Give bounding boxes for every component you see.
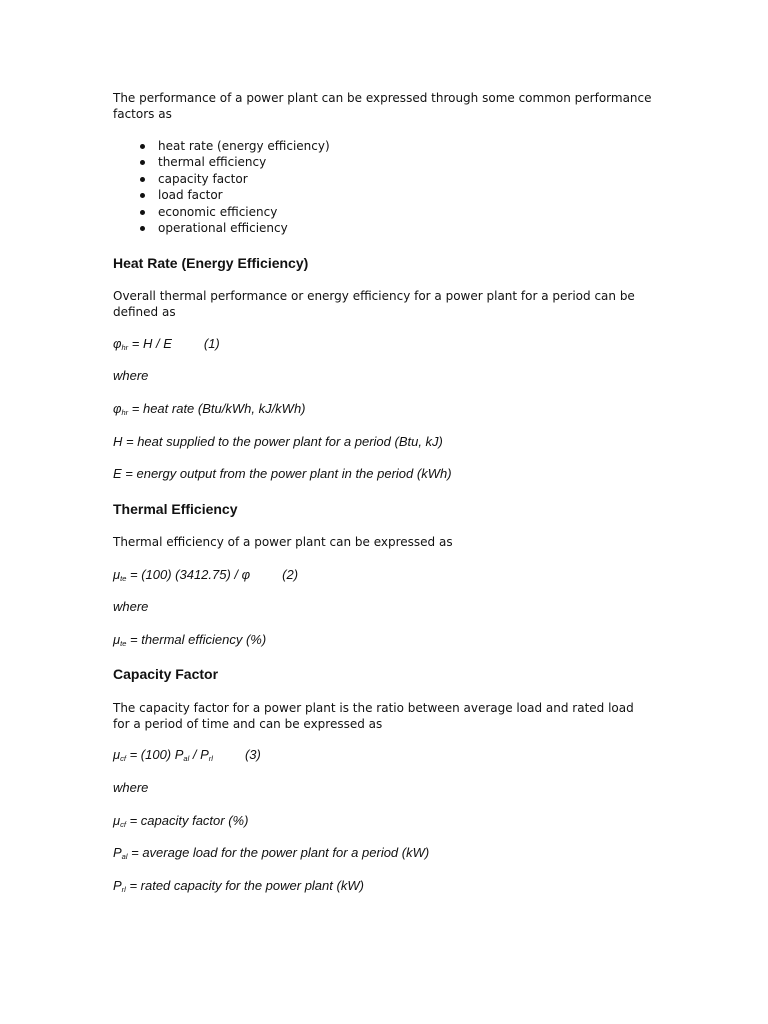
thermal-paragraph: Thermal efficiency of a power plant can be expressed as [113,535,453,549]
where-label: where [113,780,149,795]
definition-capacity-factor: $\mu_{cf}$ = capacity factor (%) [113,813,249,829]
equation-number: (1) [203,336,220,351]
list-item: economic efficiency [158,204,558,220]
heading-capacity-factor: Capacity Factor [113,666,219,682]
list-item: load factor [158,187,558,203]
heat-rate-paragraph: Overall thermal performance or energy efficiency for a power plant for a period can be defined as [113,289,635,319]
definition-rated-capacity: $P_{rl}$ = rated capacity for the power plant (kW) [113,878,364,894]
capacity-paragraph: The capacity factor for a power plant is the ratio between average load and rated load for a period of time and can be expressed as [113,701,634,731]
list-item: capacity factor [158,171,558,187]
equation-3: $\mu_{cf} = (100)$ $P_{al} / P_{rl}$ (3) [113,747,261,763]
list-item: operational efficiency [158,220,558,236]
list-item: heat rate (energy efficiency) [158,138,558,154]
heading-thermal-efficiency: Thermal Efficiency [113,501,238,517]
where-label: where [113,368,149,383]
list-item: thermal efficiency [158,154,558,170]
definition-energy: E = energy output from the power plant in the period (kWh) [113,466,452,481]
equation-number: (2) [282,567,299,582]
equation-number: (3) [244,747,261,762]
where-label: where [113,599,149,614]
equation-2: $\mu_{te} = (100)$ (3412.75) / φ (2) [113,567,299,583]
equation-1: $\varphi_{hr} = H / E$ (1) [113,336,220,352]
definition-thermal-efficiency: $\mu_{te}$ = thermal efficiency (%) [113,632,267,648]
definition-heat-rate: $\varphi_{hr}$ = heat rate (Btu/kWh, kJ/kWh) [113,401,306,417]
intro-paragraph: The performance of a power plant can be expressed through some common performance factors as [113,91,652,121]
definition-average-load: $P_{al}$ = average load for the power plant for a period (kW) [113,845,430,861]
definition-heat: H = heat supplied to the power plant for a period (Btu, kJ) [113,434,443,449]
heading-heat-rate: Heat Rate (Energy Efficiency) [113,255,309,271]
factors-list [113,138,558,236]
